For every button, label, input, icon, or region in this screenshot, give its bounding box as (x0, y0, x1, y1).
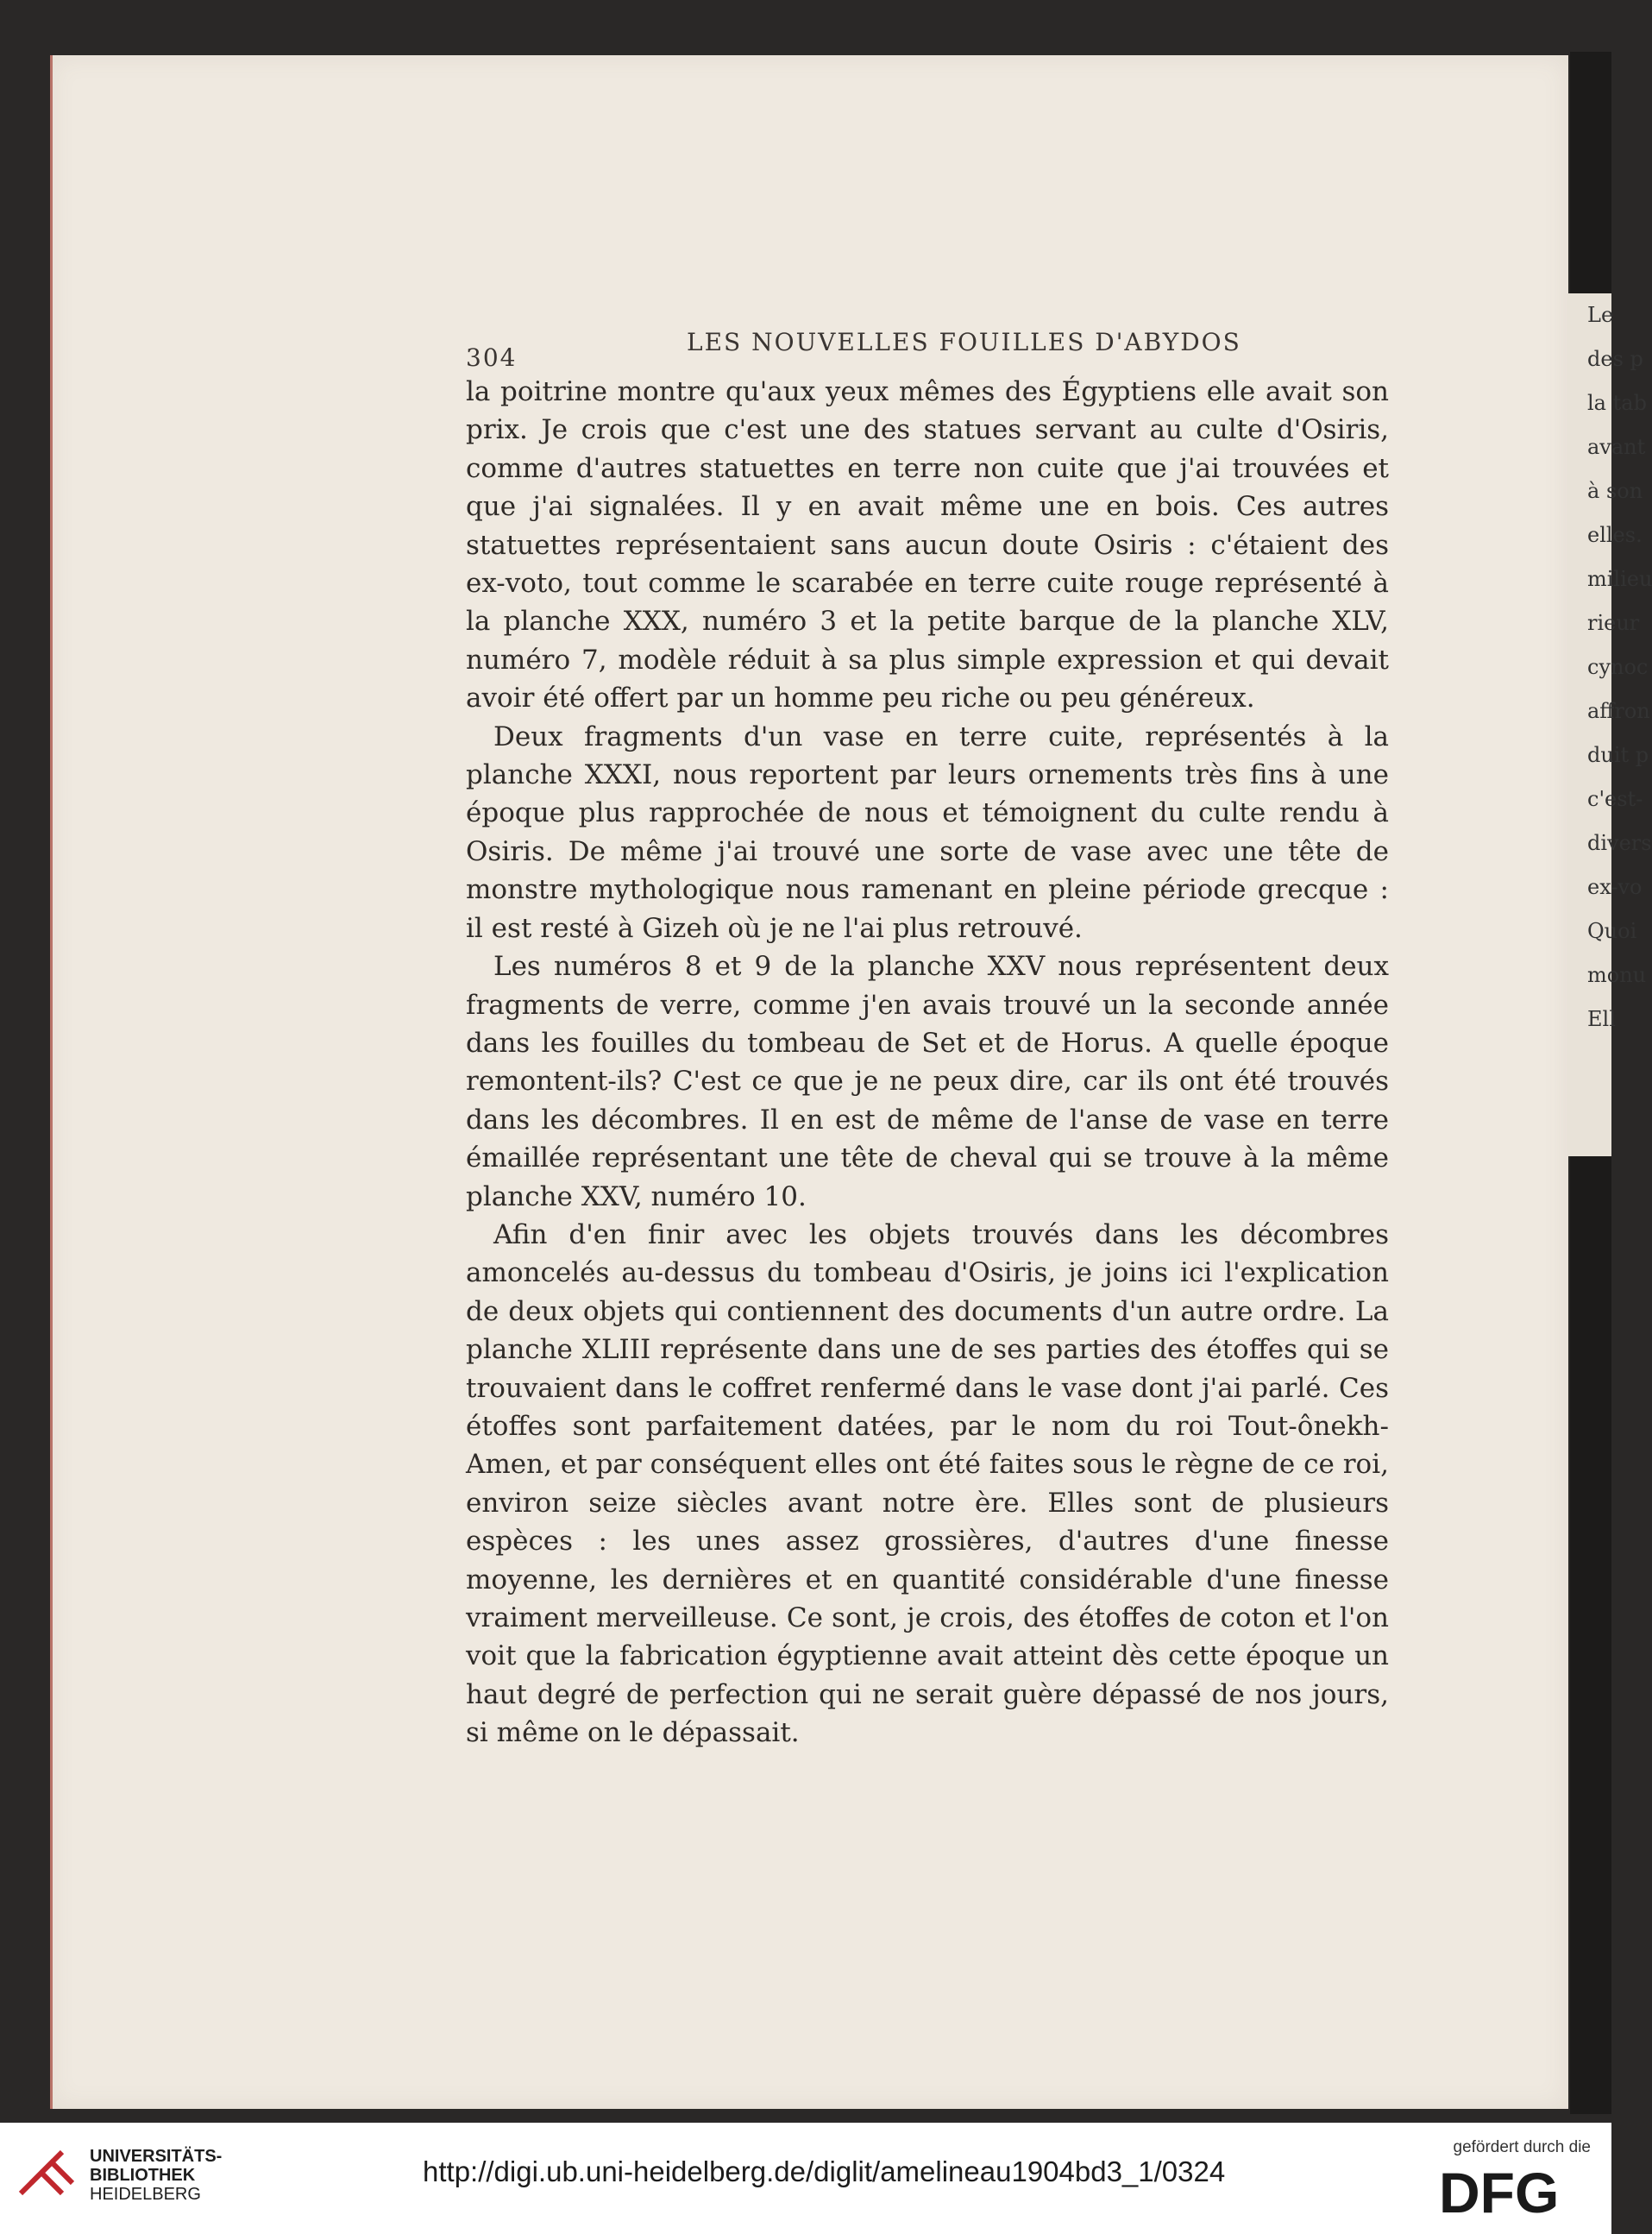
next-page-line: duit p (1587, 743, 1649, 767)
next-page-line: divers (1587, 831, 1652, 855)
library-logo-icon[interactable] (16, 2142, 78, 2204)
body-text (466, 373, 1389, 1753)
paragraph-2: Deux fragments d'un vase en terre cuite, représentés à la planche XXXI, nous reportent par leurs ornements très fins à une époque plus rapprochée de nous et témoignent du culte rendu à Osiris. De même j'ai trouvé une sorte de vase avec une tête de monstre mythologique nous ramenant en pleine période grecque : il est resté à Gizeh où je ne l'ai plus retrouvé. (466, 721, 1389, 944)
library-name-line2: BIBLIOTHEK (90, 2166, 196, 2185)
next-page-line: à son (1587, 479, 1643, 503)
next-page-line: rieur (1587, 611, 1640, 635)
page-header (466, 328, 1393, 371)
next-page-line: monu (1587, 963, 1647, 987)
next-page-line: Le (1587, 303, 1614, 327)
next-page-line: Ell (1587, 1007, 1616, 1031)
library-name-line1: UNIVERSITÄTS- (90, 2147, 223, 2166)
next-page-line: elles. (1587, 523, 1643, 547)
next-page-line: avant (1587, 435, 1646, 459)
paragraph-1: la poitrine montre qu'aux yeux mêmes des Égyptiens elle avait son prix. Je crois que c'est une des statues servant au culte d'Osiris, comme d'autres statuettes en terre non cuite que j'ai trouvées et que j'ai signalées. Il y en avait même une en bois. Ces autres statuettes représentaient sans aucun doute Osiris : c'étaient des ex-voto, tout comme le scarabée en terre cuite rouge représenté à la planche XXX, numéro 3 et la petite barque de la planche XLV, numéro 7, modèle réduit à sa plus simple expression et qui devait avoir été offert par un homme peu riche ou peu généreux. (466, 376, 1389, 714)
paragraph-3: Les numéros 8 et 9 de la planche XXV nous représentent deux fragments de verre, comme j'en avais trouvé un la seconde année dans les fouilles du tombeau de Set et de Horus. A quelle époque remontent-ils? C'est ce que je ne peux dire, car ils ont été trouvés dans les décombres. Il en est de même de l'anse de vase en terre émaillée représentant une tête de cheval qui se trouve à la même planche XXV, numéro 10. (466, 951, 1389, 1212)
library-name[interactable] (90, 2147, 222, 2204)
funding-caption: gefördert durch die (1453, 2138, 1591, 2156)
paragraph-4: Afin d'en finir avec les objets trouvés dans les décombres amoncelés au-dessus du tombeau d'Osiris, je joins ici l'explication de deux objets qui contiennent des documents d'un autre ordre. La planche XLIII représente dans une de ses parties des étoffes qui se trouvaient dans le coffret renfermé dans le vase dont j'ai parlé. Ces étoffes sont parfaitement datées, par le nom du roi Tout-ônekh-Amen, et par conséquent elles ont été faites sous le règne de ce roi, environ seize siècles avant notre ère. Elles sont de plusieurs espèces : les unes assez grossières, d'autres d'une finesse moyenne, les dernières et en quantité considérable d'une finesse vraiment merveilleuse. Ce sont, je crois, des étoffes de coton et l'on voit que la fabrication égyptienne avait atteint dès cette époque un haut degré de perfection qui ne serait guère dépassé de nos jours, si même on le dépassait. (466, 1218, 1389, 1749)
next-page-line: ex-vo (1587, 875, 1643, 899)
dfg-logo-text: DFG (1439, 2161, 1560, 2225)
next-page-line: milieu (1587, 567, 1652, 591)
running-title: LES NOUVELLES FOUILLES D'ABYDOS (687, 328, 1241, 356)
library-name-line3: HEIDELBERG (90, 2185, 201, 2204)
dfg-logo-icon[interactable] (1439, 2161, 1591, 2225)
footer-bar (0, 2123, 1611, 2234)
next-page-line: c'est- (1587, 787, 1643, 811)
next-page-line: des p (1587, 347, 1643, 371)
next-page-line: cynoc (1587, 655, 1649, 679)
next-page-line: la tab (1587, 391, 1647, 415)
page-number: 304 (466, 343, 518, 372)
next-page-fragment (1568, 293, 1652, 1156)
document-url[interactable]: http://digi.ub.uni-heidelberg.de/diglit/amelineau1904bd3_1/0324 (423, 2155, 1226, 2187)
next-page-line: affron (1587, 699, 1650, 723)
next-page-line: Quoi (1587, 919, 1637, 943)
